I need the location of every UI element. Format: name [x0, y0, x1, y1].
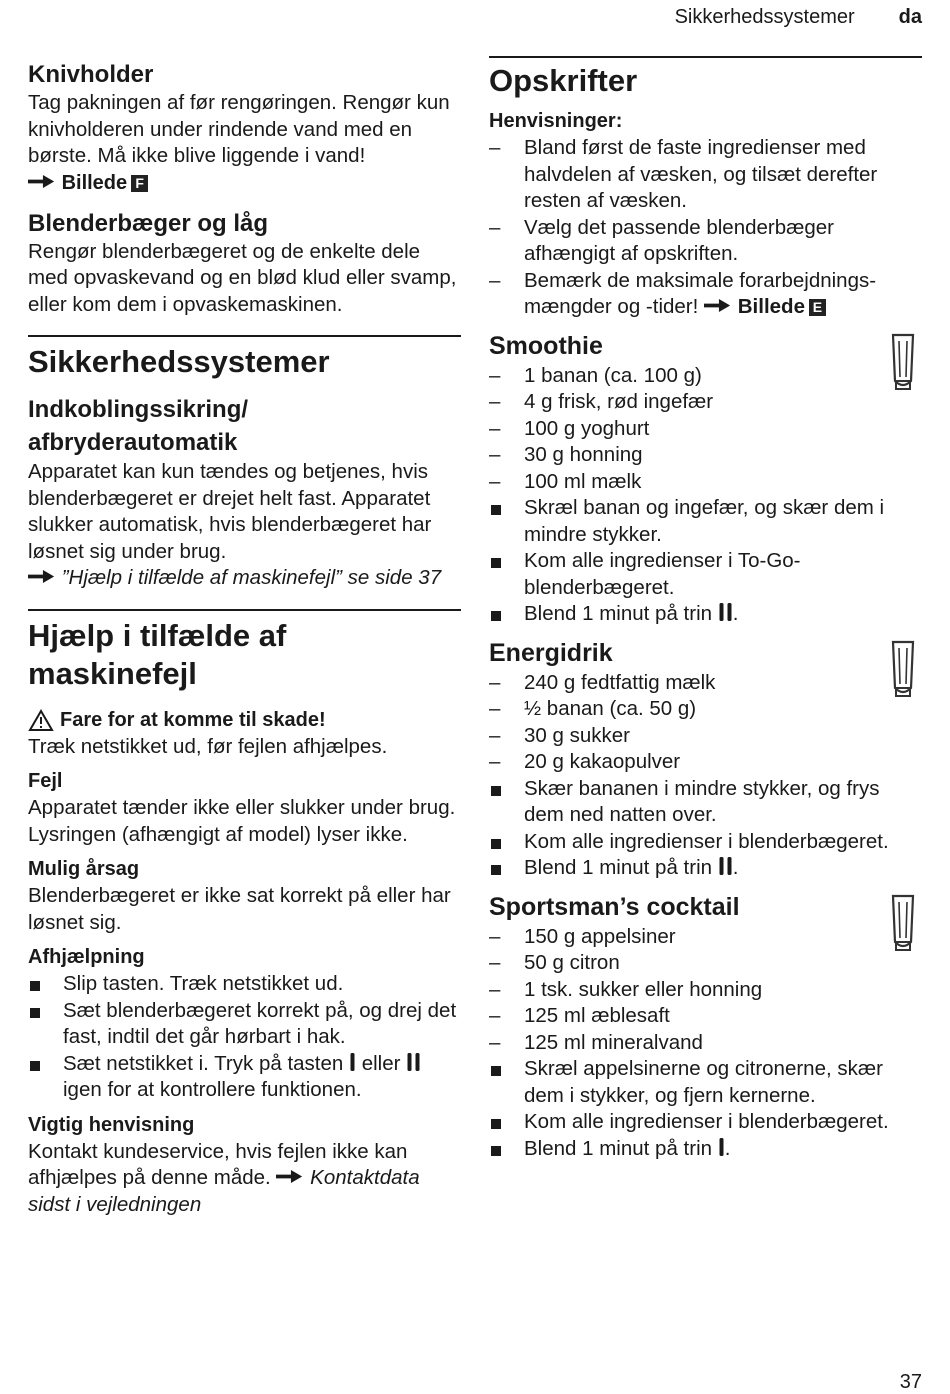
list-item: – 1 banan (ca. 100 g): [489, 363, 702, 387]
energy-heading: Energidrik: [489, 638, 613, 667]
note-ref[interactable]: Kontaktdata sidst i vejledningen: [28, 1166, 420, 1216]
list-item: – 240 g fedtfattig mælk: [489, 670, 716, 694]
sports-list: [489, 924, 922, 1163]
list-item: – Vælg det passende blenderbæger afhængigt af opskriften.: [489, 215, 834, 265]
warning-text: Træk netstikket ud, før fejlen afhjælpes.: [28, 734, 388, 758]
divider: [28, 335, 461, 337]
list-item: Slip tasten. Træk netstikket ud.: [28, 971, 461, 998]
list-item: – ½ banan (ca. 50 g): [489, 697, 697, 720]
help-heading: Hjælp i tilfælde af maskinefejl: [28, 617, 287, 691]
sports-heading: Sportsman’s cocktail: [489, 892, 740, 921]
list-item: Kom alle ingredienser i blenderbægeret.: [489, 1109, 922, 1136]
smoothie-heading: Smoothie: [489, 331, 603, 360]
list-item: – 30 g sukker: [489, 723, 630, 747]
header-section: Sikkerhedssystemer: [674, 6, 855, 28]
list-item: Skræl banan og ingefær, og skær dem i mindre stykker.: [489, 495, 922, 548]
figure-box: E: [809, 299, 826, 316]
figure-box: F: [131, 175, 148, 192]
list-item: – 20 g kakaopulver: [489, 750, 681, 773]
list-item: Kom alle ingredienser i To-Go-blenderbægeret.: [489, 548, 922, 601]
list-item: – 125 ml æblesaft: [489, 1004, 670, 1027]
level-2-icon: [406, 1052, 421, 1072]
list-item: Blend 1 minut på trin .: [489, 601, 922, 628]
list-item: – 150 g appelsiner: [489, 924, 676, 948]
ref-label: Billede: [61, 171, 128, 194]
remedy-list: [28, 971, 461, 1104]
warning-title: Fare for at komme til skade!: [60, 708, 326, 731]
note-text: Kontakt kundeservice, hvis fejlen ikke kan afhjælpes på denne måde. Kontaktdata sidst i vejledningen: [28, 1139, 420, 1216]
hints-list: [489, 135, 922, 321]
hints-label: Henvisninger:: [489, 110, 623, 132]
note-label: Vigtig henvisning: [28, 1113, 195, 1136]
level-1-icon: [349, 1052, 356, 1072]
recipes-heading: Opskrifter: [489, 63, 638, 98]
warning-line: [28, 707, 461, 734]
fault-text: Apparatet tænder ikke eller slukker under brug. Lysringen (afhængigt af model) lyser ikke.: [28, 796, 456, 846]
list-item: – 30 g honning: [489, 443, 643, 466]
level-1-icon: [718, 1137, 725, 1157]
fault-label: Fejl: [28, 770, 63, 792]
list-item: Blend 1 minut på trin .: [489, 1136, 922, 1163]
warning-triangle-icon: [28, 709, 54, 732]
list-item: Skær bananen i mindre stykker, og frys dem ned natten over.: [489, 776, 922, 829]
list-item: Kom alle ingredienser i blenderbægeret.: [489, 829, 922, 856]
page-number: 37: [899, 1371, 922, 1393]
list-item: – 1 tsk. sukker eller honning: [489, 977, 763, 1001]
left-column: [28, 60, 461, 1218]
blender-heading: Blenderbæger og låg: [28, 209, 269, 237]
arrow-icon: [276, 1169, 304, 1184]
level-2-icon: [718, 602, 733, 622]
knivholder-text: Tag pakningen af før rengøringen. Rengør kun knivholderen under rindende vand med en børste. Må ikke blive liggende i vand!: [28, 91, 450, 167]
arrow-icon: [28, 569, 56, 584]
header-language: da: [898, 6, 922, 28]
list-item: Sæt netstikket i. Tryk på tasten eller igen for at kontrollere funktionen.: [28, 1051, 461, 1104]
list-item: – Bland først de faste ingredienser med halvdelen af væsken, og tilsæt derefter resten af væsken.: [489, 136, 878, 212]
list-item: – Bemærk de maksimale forarbejdnings-mængder og -tider! Billede E: [489, 268, 877, 318]
list-item: – 100 ml mælk: [489, 469, 642, 493]
cause-text: Blenderbægeret er ikke sat korrekt på eller har løsnet sig.: [28, 884, 451, 934]
smoothie-list: [489, 363, 922, 628]
energy-list: [489, 670, 922, 882]
blender-text: Rengør blenderbægeret og de enkelte dele med opvaskevand og en blød klud eller svamp, eller kom dem i opvaskemaskinen.: [28, 239, 457, 316]
list-item: – 50 g citron: [489, 951, 620, 974]
list-item: Skræl appelsinerne og citronerne, skær dem i stykker, og fjern kernerne.: [489, 1056, 922, 1109]
remedy-label: Afhjælpning: [28, 946, 145, 968]
arrow-icon: [28, 174, 56, 189]
knivholder-ref[interactable]: [28, 170, 461, 197]
smoothie-recipe: [489, 329, 922, 628]
divider: [489, 56, 922, 60]
arrow-icon: [704, 298, 732, 313]
right-column: [489, 60, 922, 1162]
safety-ref-text: ”Hjælp i tilfælde af maskinefejl” se side 37: [61, 566, 442, 589]
page-header: [675, 6, 922, 29]
knivholder-heading: Knivholder: [28, 61, 154, 88]
list-item: – 4 g frisk, rød ingefær: [489, 390, 714, 413]
list-item: – 125 ml mineralvand: [489, 1030, 703, 1054]
divider: [28, 609, 461, 611]
sports-recipe: [489, 890, 922, 1163]
safety-text: Apparatet kan kun tændes og betjenes, hvis blenderbægeret er drejet helt fast. Apparatet slukker automatisk, hvis blenderbægeret har løsnet sig under brug.: [28, 460, 432, 563]
cause-label: Mulig årsag: [28, 858, 140, 880]
list-item: Blend 1 minut på trin .: [489, 855, 922, 882]
list-item: Sæt blenderbægeret korrekt på, og drej det fast, indtil det går hørbart i hak.: [28, 998, 461, 1051]
safety-heading: Sikkerhedssystemer: [28, 344, 330, 379]
energy-recipe: [489, 636, 922, 882]
safety-ref[interactable]: [28, 565, 461, 592]
safety-subheading: Indkoblingssikring/ afbryderautomatik: [28, 396, 249, 456]
list-item: – 100 g yoghurt: [489, 416, 650, 440]
level-2-icon: [718, 856, 733, 876]
